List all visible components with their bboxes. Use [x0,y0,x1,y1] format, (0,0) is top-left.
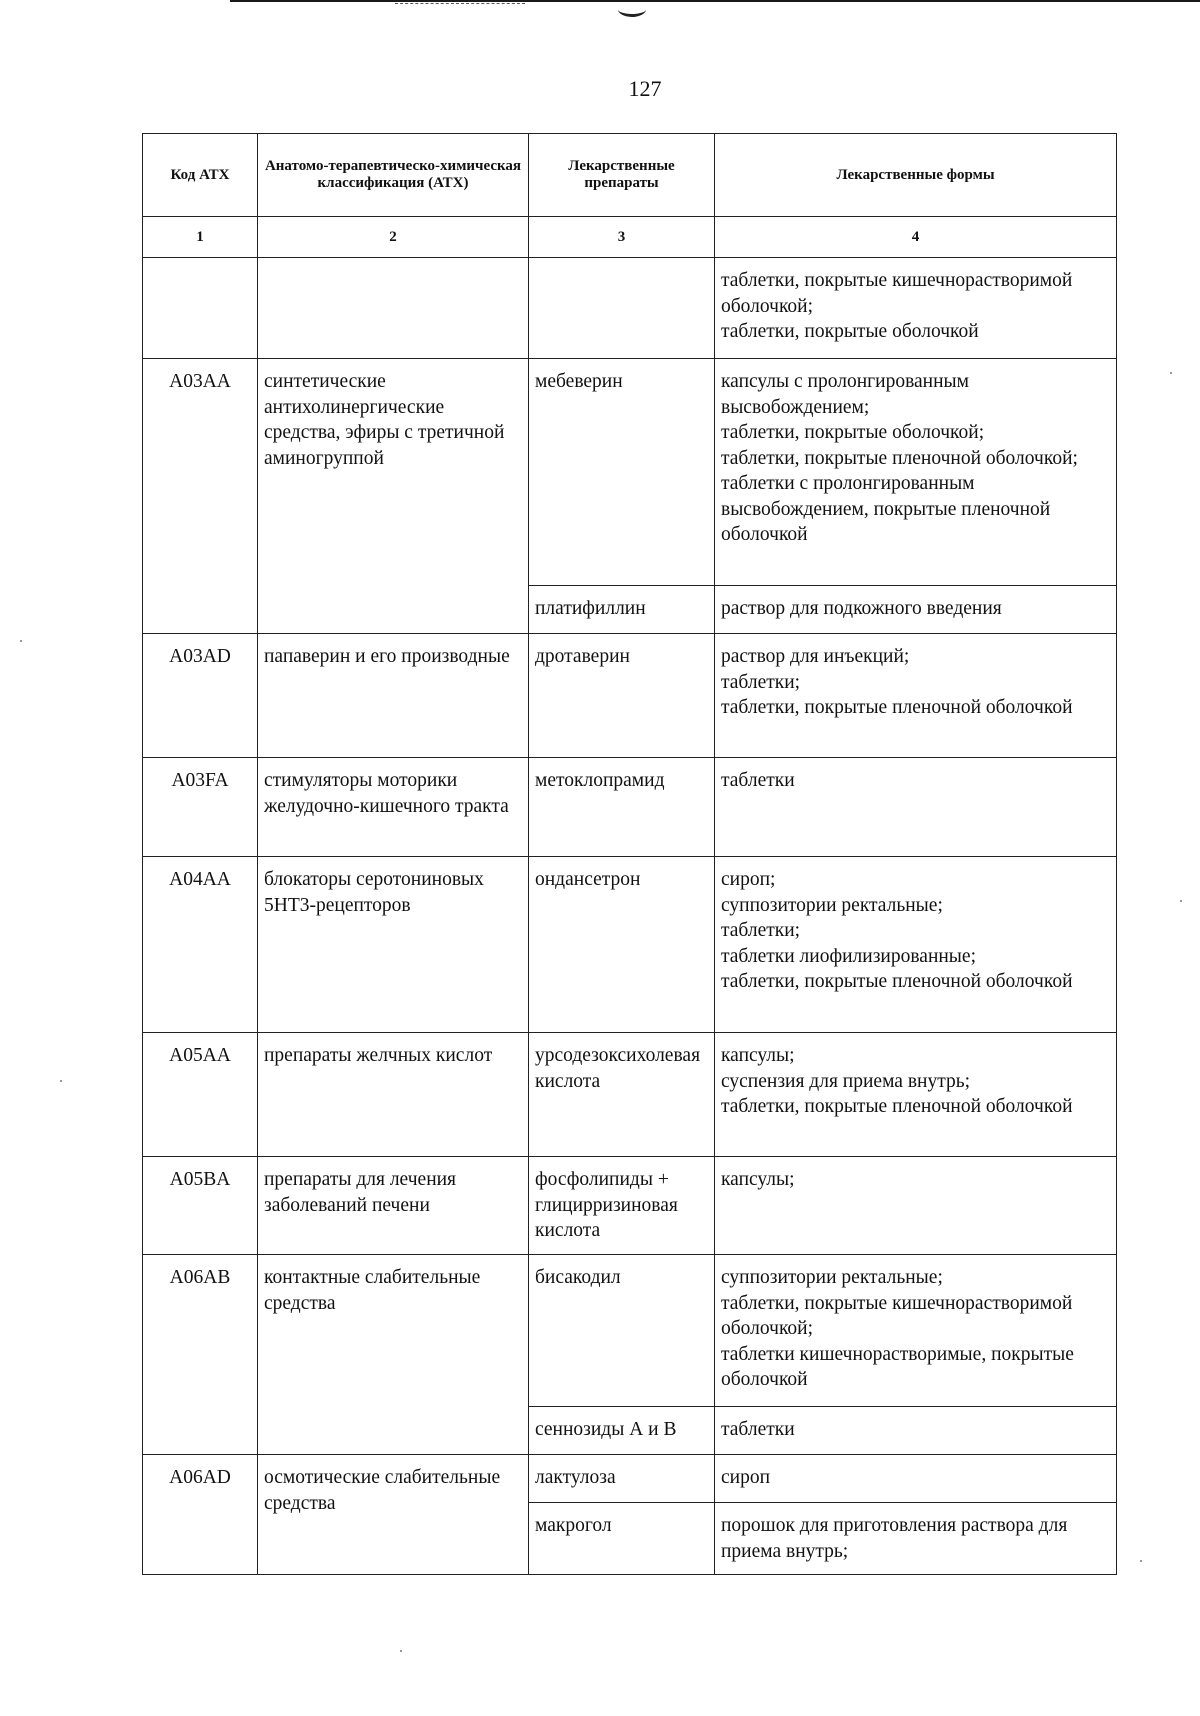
atx-code: A04AA [143,857,258,1033]
drug-name: сеннозиды А и В [529,1407,715,1455]
drug-name: бисакодил [529,1255,715,1407]
drug-name: лактулоза [529,1455,715,1503]
dosage-form: капсулы с пролонгированным высвобождением; [721,371,969,418]
atx-classification: папаверин и его производные [258,634,529,758]
dosage-form: таблетки, покрытые кишечнорастворимой оболочкой; [721,1292,1073,1339]
atx-table [142,133,1117,1575]
table-row [143,258,1117,359]
header-classification: Анатомо-терапевтическо-химическая классификация (АТХ) [258,134,529,217]
atx-code: A06AB [143,1255,258,1455]
atx-code: A03AD [143,634,258,758]
dosage-forms [715,586,1117,634]
column-number: 3 [529,217,715,258]
page-number: 127 [628,76,662,101]
drug-name: мебеверин [529,359,715,586]
dosage-form: таблетки, покрытые оболочкой [721,321,979,342]
atx-code: A05BA [143,1157,258,1255]
dosage-form: таблетки, покрытые пленочной оболочкой [721,1096,1073,1117]
dosage-form: капсулы; [721,1045,795,1066]
dosage-form: сироп; [721,869,776,890]
dosage-form: таблетки, покрытые оболочкой; [721,422,985,443]
atx-code: A05AA [143,1033,258,1157]
dosage-form: суппозитории ректальные; [721,1267,943,1288]
atx-code: A06AD [143,1455,258,1575]
scan-mark [618,2,646,17]
atx-code: A03AA [143,359,258,634]
dosage-forms [715,758,1117,857]
dosage-forms [715,1255,1117,1407]
dosage-form: капсулы; [721,1169,795,1190]
dosage-form: таблетки лиофилизированные; [721,945,976,967]
dosage-form: порошок для приготовления раствора для приема внутрь; [721,1515,1068,1562]
table-row [143,359,1117,586]
atx-classification [258,258,529,359]
dosage-form: раствор для подкожного введения [721,598,1002,619]
atx-classification: блокаторы серотониновых 5HT3-рецепторов [258,857,529,1033]
dosage-form: сироп [721,1467,771,1488]
scan-speck [20,640,22,642]
dosage-form: таблетки, покрытые пленочной оболочкой; [721,447,1078,469]
dosage-forms [715,1503,1117,1575]
dosage-form: суппозитории ректальные; [721,894,943,916]
dosage-form: таблетки кишечнорастворимые, покрытые оболочкой [721,1343,1074,1390]
header-drugs: Лекарственные препараты [529,134,715,217]
atx-code [143,258,258,359]
drug-name: фосфолипиды + глицирризиновая кислота [529,1157,715,1255]
table-row [143,1157,1117,1255]
table-row [143,1255,1117,1407]
atx-classification: препараты для лечения заболеваний печени [258,1157,529,1255]
scan-speck [60,1080,62,1082]
atx-classification: контактные слабительные средства [258,1255,529,1455]
table-row [143,1455,1117,1503]
column-number: 1 [143,217,258,258]
dosage-form: таблетки, покрытые пленочной оболочкой [721,971,1073,992]
dosage-form: таблетки [721,1419,795,1440]
dosage-forms [715,1407,1117,1455]
header-forms: Лекарственные формы [715,134,1117,217]
dosage-forms [715,1455,1117,1503]
table-row [143,1033,1117,1157]
scan-speck [1140,1560,1142,1562]
atx-classification: стимуляторы моторики желудочно-кишечного тракта [258,758,529,857]
dosage-form: таблетки, покрытые кишечнорастворимой оболочкой; [721,270,1073,317]
dosage-forms [715,634,1117,758]
scan-speck [400,1650,402,1652]
top-rule [230,0,1200,2]
dosage-forms [715,1033,1117,1157]
atx-classification: препараты желчных кислот [258,1033,529,1157]
table-row [143,857,1117,1033]
drug-name: урсодезоксихолевая кислота [529,1033,715,1157]
atx-code: A03FA [143,758,258,857]
scan-speck [1170,372,1172,374]
dosage-forms [715,1157,1117,1255]
dosage-form: таблетки; [721,671,801,693]
dosage-form: таблетки; [721,920,801,941]
top-rule-dashed [395,3,525,4]
header-code: Код АТХ [143,134,258,217]
atx-classification: осмотические слабительные средства [258,1455,529,1575]
dosage-form: раствор для инъекций; [721,646,910,667]
atx-classification: синтетические антихолинергические средства, эфиры с третичной аминогруппой [258,359,529,634]
dosage-form: таблетки [721,770,795,791]
table-row [143,758,1117,857]
drug-name: дротаверин [529,634,715,758]
drug-name: метоклопрамид [529,758,715,857]
column-number: 4 [715,217,1117,258]
column-number-row [143,217,1117,258]
scan-speck [1180,900,1182,902]
column-number: 2 [258,217,529,258]
dosage-forms [715,258,1117,359]
header-row [143,134,1117,217]
drug-name: ондансетрон [529,857,715,1033]
dosage-forms [715,359,1117,586]
dosage-form: таблетки, покрытые пленочной оболочкой [721,697,1073,718]
drug-name: макрогол [529,1503,715,1575]
drug-name: платифиллин [529,586,715,634]
drug-name [529,258,715,359]
dosage-form: таблетки с пролонгированным высвобождением, покрытые пленочной оболочкой [721,473,1051,545]
table-row [143,634,1117,758]
dosage-form: суспензия для приема внутрь; [721,1070,971,1092]
dosage-forms [715,857,1117,1033]
